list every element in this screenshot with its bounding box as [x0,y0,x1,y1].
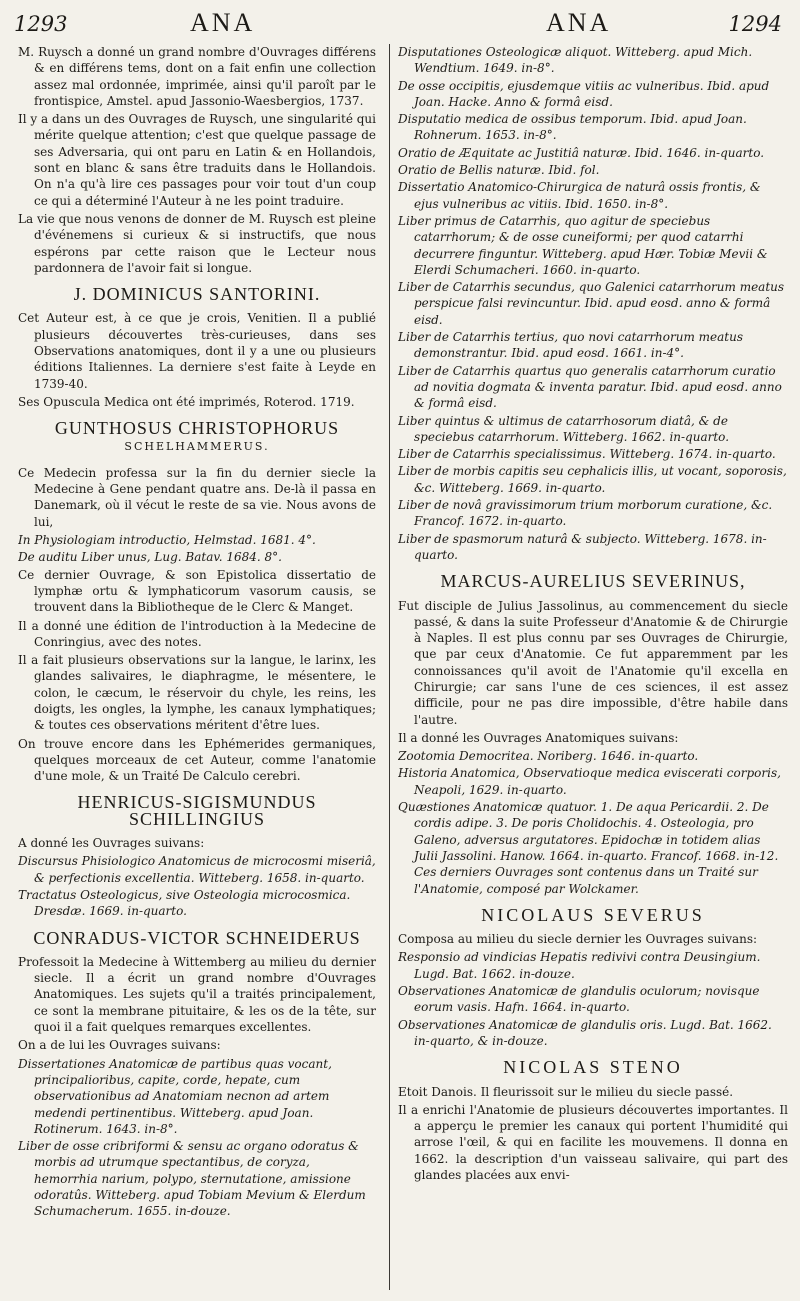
running-title-left: ANA [190,8,256,37]
bibliography-entry: Tractatus Osteologicus, sive Osteologia microcosmica. Dresdæ. 1669. in-quarto. [18,887,351,919]
bibliography-entry: De auditu Liber unus, Lug. Batav. 1684. 8°. [18,550,282,565]
paragraph: A donné les Ouvrages suivans: [18,836,205,851]
left-column [18,44,376,1294]
bibliography-entry: Liber de osse cribriformi & sensu ac organo odoratus & morbis ad utrumque spectantibus, de coryza, hemorrhia narium, polypo, sternutatione, amissione odoratûs. Witteberg. apud Tobiam Mevium & Elerdum Schumacherum. 1655. in-douze. [18,1139,366,1219]
section-heading: NICOLAS STENO [503,1057,683,1078]
bibliography-entry: Oratio de Æquitate ac Justitiâ naturæ. Ibid. 1646. in-quarto. [398,145,765,160]
bibliography-entry: Zootomia Democritea. Noriberg. 1646. in-quarto. [398,749,699,764]
bibliography-entry: Liber de Catarrhis specialissimus. Witteberg. 1674. in-quarto. [398,447,776,462]
section-heading: GUNTHOSUS CHRISTOPHORUS [54,418,340,439]
bibliography-entry: De osse occipitis, ejusdemque vitiis ac vulneribus. Ibid. apud Joan. Hacke. Anno & formâ eisd. [398,78,770,109]
bibliography-entry: Liber de morbis capitis seu cephalicis illis, ut vocant, soporosis, &c. Witteberg. 1669. in-quarto. [398,464,787,495]
bibliography-entry: Responsio ad vindicias Hepatis redivivi contra Deusingium. Lugd. Bat. 1662. in-douze. [398,950,761,981]
page-number-left: 1293 [14,12,68,36]
bibliography-entry: Disputatio medica de ossibus temporum. Ibid. apud Joan. Rohnerum. 1653. in-8°. [398,112,747,143]
bibliography-entry: Liber de Catarrhis secundus, quo Galenici catarrhorum meatus perspicue falsi revincuntur. Ibid. apud eosd. anno & formâ eisd. [398,280,785,327]
running-title-right: ANA [546,8,612,37]
paragraph: Ce dernier Ouvrage, & son Epistolica dissertatio de lymphæ ortu & lymphaticorum vasorum causis, se trouvent dans la Bibliotheque de le Clerc & Manget. [18,567,376,615]
paragraph: Composa au milieu du siecle dernier les Ouvrages suivans: [398,932,758,947]
section-heading: MARCUS-AURELIUS SEVERINUS, [440,571,746,592]
section-heading: CONRADUS-VICTOR SCHNEIDERUS [33,927,361,948]
paragraph: Ses Opuscula Medica ont été imprimés, Roterod. 1719. [18,394,355,409]
bibliography-entry: Disputationes Osteologicæ aliquot. Witteberg. apud Mich. Wendtium. 1649. in-8°. [398,45,753,76]
paragraph: Il a fait plusieurs observations sur la langue, le larinx, les glandes salivaires, le diaphragme, le mésentere, le colon, le cæcum, le réservoir du chyle, les reins, les doigts, les ongles, la lymphe, les canaux lymphatiques; & toutes ces observations méritent d'être lues. [18,653,376,733]
bibliography-entry: Liber primus de Catarrhis, quo agitur de speciebus catarrhorum; & de osse cuneiformi; per quod catarrhi decurrere finguntur. Witteberg. apud Hær. Tobiæ Mevii & Elerdi Schumacheri. 1660. in-quarto. [398,213,768,277]
paragraph: M. Ruysch a donné un grand nombre d'Ouvrages différens & en différens tems, dont on a fait enfin une collection assez mal ordonnée, imprimée, ainsi qu'il paroît par le frontispice, Amstel. apud Jassonio-Waesbergios, 1737. [18,45,376,108]
paragraph: Etoit Danois. Il fleurissoit sur le milieu du siecle passé. [398,1084,734,1099]
bibliography-entry: Observationes Anatomicæ de glandulis oculorum; novisque eorum vasis. Hafn. 1664. in-quarto. [398,984,760,1015]
bibliography-entry: Liber de spasmorum naturâ & subjecto. Witteberg. 1678. in-quarto. [398,531,767,562]
right-column [398,44,788,1294]
running-header [14,4,786,44]
paragraph: La vie que nous venons de donner de M. Ruysch est pleine d'événemens si curieux & si instructifs, que nous espérons par cette raison que le Lecteur nous pardonnera de l'avoir fait si longue. [18,211,376,275]
bibliography-entry: Liber de Catarrhis tertius, quo novi catarrhorum meatus demonstrantur. Ibid. apud eosd. 1661. in-4°. [398,330,744,361]
paragraph: Ce Medecin professa sur la fin du dernier siecle la Medecine à Gene pendant quatre ans. De-là il passa en Danemark, où il vécut le reste de sa vie. Nous avons de lui, [18,465,376,529]
page-number-right: 1294 [728,12,782,36]
paragraph: Il a enrichi l'Anatomie de plusieurs découvertes importantes. Il a apperçu le premier les canaux qui portent l'humidité qui arrose l'œil, & qui en facilite les mouvemens. Il donna en 1662. la description d'un vaisseau salivaire, qui part des glandes placées aux envi- [398,1102,788,1182]
bibliography-entry: Quæstiones Anatomicæ quatuor. 1. De aqua Pericardii. 2. De cordis adipe. 3. De poris Cholidochis. 4. Osteologia, pro Galeno, adversus argutatores. Epidochæ in totidem alias Julii Jassolini. Hanow. 1664. in-quarto. Francof. 1668. in-12. Ces derniers Ouvrages sont contenus dans un Traité sur l'Anatomie, composé par Wolckamer. [398,800,779,896]
paragraph: On trouve encore dans les Ephémerides germaniques, quelques morceaux de cet Auteur, comme l'anatomie d'une mole, & un Traité De Calculo cerebri. [18,736,376,784]
bibliography-entry: Liber de novâ gravissimorum trium morborum curatione, &c. Francof. 1672. in-quarto. [398,498,773,529]
paragraph: Il y a dans un des Ouvrages de Ruysch, une singularité qui mérite quelque attention; c'est que quelque passage de ses Adversaria, qui ont paru en Latin & en Hollandois, sont en blanc & sans être traduits dans le Hollandois. On n'a qu'à lire ces passages pour voir tout d'un coup ce qui a déterminé l'Auteur à ne les point traduire. [18,112,376,208]
paragraph: Professoit la Medecine à Wittemberg au milieu du dernier siecle. Il a écrit un grand nombre d'Ouvrages Anatomiques. Les sujets qu'il a traités principalement, ce sont la membrane pituitaire, & les os de la tête, sur quoi il a fait quelques remarques excellentes. [18,954,376,1035]
paragraph: On a de lui les Ouvrages suivans: [18,1038,221,1053]
paragraph: Il a donné les Ouvrages Anatomiques suivans: [398,730,679,745]
bibliography-entry: Dissertatio Anatomico-Chirurgica de naturâ ossis frontis, & ejus vulneribus ac vitiis. Ibid. 1650. in-8°. [398,180,761,211]
section-heading: HENRICUS-SIGISMUNDUS SCHILLINGIUS [77,792,317,829]
bibliography-entry: Liber de Catarrhis quartus quo generalis catarrhorum curatio ad novitia dogmata & inventa paratur. Ibid. apud eosd. anno & formâ eisd. [398,363,782,411]
bibliography-entry: Historia Anatomica, Observatioque medica eviscerati corporis, Neapoli, 1629. in-quarto. [398,766,781,797]
bibliography-entry: Dissertationes Anatomicæ de partibus quas vocant, principalioribus, capite, corde, hepate, cum observationibus ad Anatomiam necnon ad artem medendi pertinentibus. Witteberg. apud Joan. Rotinerum. 1643. in-8°. [18,1056,332,1136]
paragraph: Fut disciple de Julius Jassolinus, au commencement du siecle passé, & dans la suite Professeur d'Anatomie & de Chirurgie à Naples. Il est plus connu par ses Ouvrages de Chirurgie, que par ceux d'Anatomie. Ce fut apparemment par les connoissances qu'il avoit de l'Anatomie qu'il excella en Chirurgie; car sans l'une de ces sciences, il est assez difficile, pour ne pas dire impossible, d'être habile dans l'autre. [398,598,788,727]
bibliography-entry: Discursus Phisiologico Anatomicus de microcosmi miseriâ, & perfectionis excellentia. Witteberg. 1658. in-quarto. [18,854,376,885]
bibliography-entry: Observationes Anatomicæ de glandulis oris. Lugd. Bat. 1662. in-quarto, & in-douze. [398,1017,772,1048]
bibliography-entry: Liber quintus & ultimus de catarrhosorum diatâ, & de speciebus catarrhorum. Witteberg. 1662. in-quarto. [398,413,730,444]
section-subheading: SCHELHAMMERUS. [124,439,270,453]
section-heading: J. DOMINICUS SANTORINI. [73,284,321,305]
section-heading: NICOLAUS SEVERUS [481,904,705,925]
bibliography-entry: Oratio de Bellis naturæ. Ibid. fol. [398,163,600,178]
paragraph: Il a donné une édition de l'introduction à la Medecine de Conringius, avec des notes. [18,618,376,649]
bibliography-entry: In Physiologiam introductio, Helmstad. 1681. 4°. [18,533,316,548]
column-divider [389,44,390,1290]
paragraph: Cet Auteur est, à ce que je crois, Venitien. Il a publié plusieurs découvertes très-curieuses, dans ses Observations anatomiques, dont il y a une ou plusieurs éditions Italiennes. La derniere s'est faite à Leyde en 1739-40. [18,311,376,391]
